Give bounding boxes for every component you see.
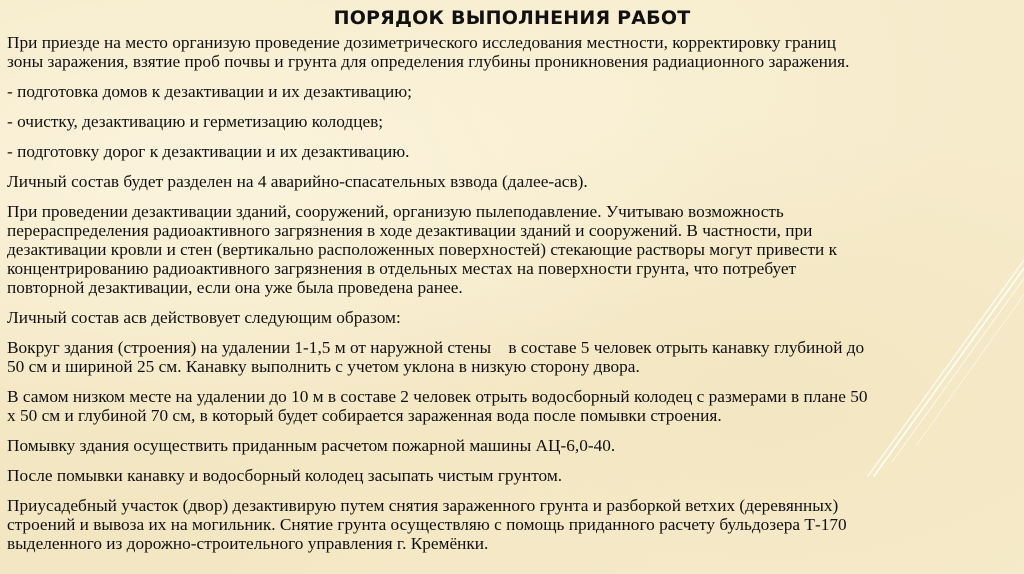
text-line: 50 см и шириной 25 см. Канавку выполнить с учетом уклона в низкую сторону двора.: [7, 357, 640, 376]
text-line: Приусадебный участок (двор) дезактивирую путем снятия зараженного грунта и разборкой ветхих (деревянных): [7, 496, 839, 515]
paragraph-collection-well: [7, 387, 1017, 425]
paragraph-backfill: [7, 466, 1017, 485]
text-line: Помывку здания осуществить приданным расчетом пожарной машины АЦ-6,0-40.: [7, 436, 616, 455]
text-line: - подготовку дорог к дезактивации и их дезактивацию.: [7, 142, 410, 161]
paragraph-actions-intro: [7, 308, 1017, 327]
text-line: зоны заражения, взятие проб почвы и грунта для определения глубины проникновения радиационного заражения.: [7, 52, 850, 71]
paragraph-intro: [7, 33, 1017, 71]
slide-title: ПОРЯДОК ВЫПОЛНЕНИЯ РАБОТ: [333, 7, 691, 29]
text-line: Личный состав асв действовует следующим образом:: [7, 308, 401, 327]
list-item-houses: [7, 82, 1017, 101]
paragraph-washing: [7, 436, 1017, 455]
list-item-wells: [7, 112, 1017, 131]
text-line: - подготовка домов к дезактивации и их дезактивацию;: [7, 82, 412, 101]
paragraph-yard: [7, 496, 1017, 553]
list-item-roads: [7, 142, 1017, 161]
text-line: строений и вывоза их на могильник. Снятие грунта осуществляю с помощь приданного расчету бульдозера Т-170: [7, 515, 847, 534]
text-line: После помывки канавку и водосборный колодец засыпать чистым грунтом.: [7, 466, 563, 485]
text-line: концентрированию радиоактивного загрязнения в отдельных местах на поверхности грунта, что потребует: [7, 259, 797, 278]
text-line: Личный состав будет разделен на 4 аварийно-спасательных взвода (далее-асв).: [7, 172, 588, 191]
paragraph-dust-suppression: [7, 202, 1017, 297]
text-line: При проведении дезактивации зданий, сооружений, организую пылеподавление. Учитываю возможность: [7, 202, 784, 221]
text-line: повторной дезактивации, если она уже была проведена ранее.: [7, 278, 463, 297]
text-line: перераспределения радиоактивного загрязнения в ходе дезактивации зданий и сооружений. В частности, при: [7, 221, 813, 240]
text-line: - очистку, дезактивацию и герметизацию колодцев;: [7, 112, 384, 131]
text-line: При приезде на место организую проведение дозиметрического исследования местности, корректировку границ: [7, 33, 837, 52]
paragraph-personnel: [7, 172, 1017, 191]
text-line: дезактивации кровли и стен (вертикально расположенных поверхностей) стекающие растворы могут привести к: [7, 240, 837, 259]
text-line: В самом низком месте на удалении до 10 м в составе 2 человек отрыть водосборный колодец с размерами в плане 50: [7, 387, 868, 406]
text-line: Вокруг здания (строения) на удалении 1-1,5 м от наружной стены в составе 5 человек отрыть канавку глубиной до: [7, 338, 865, 357]
text-line: выделенного из дорожно-строительного управления г. Кремёнки.: [7, 534, 489, 553]
text-line: х 50 см и глубиной 70 см, в который будет собирается зараженная вода после помывки строения.: [7, 406, 722, 425]
paragraph-trench: [7, 338, 1017, 376]
slide-body: [7, 33, 1017, 564]
